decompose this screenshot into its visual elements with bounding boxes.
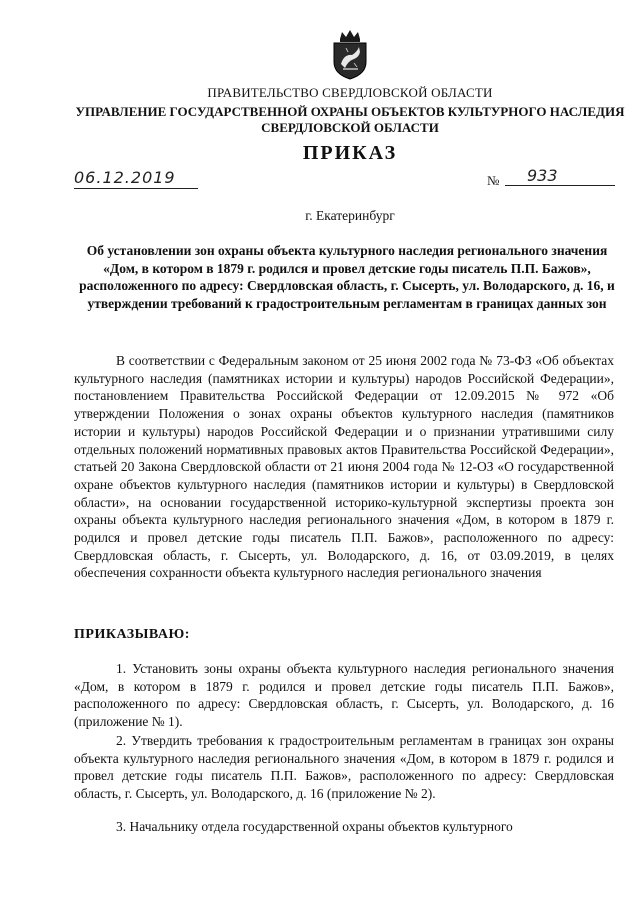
- order-item-3: 3. Начальнику отдела государственной охраны объектов культурного: [116, 819, 513, 834]
- order-item-1: 1. Установить зоны охраны объекта культурного наследия регионального значения «Дом, в котором в 1879 г. родился и провел детские годы писатель П.П. Бажов», расположенного по адресу: Свердловская область, г. Сысерть, ул. Володарского, д. 16 (приложение № 1).: [74, 661, 614, 730]
- sverdlovsk-coat-of-arms-icon: [330, 30, 370, 80]
- preamble-paragraph: В соответствии с Федеральным законом от 25 июня 2002 года № 73-ФЗ «Об объектах культурного наследия (памятниках истории и культуры) народов Российской Федерации», постановлением Правительства Российской Федерации от 12.09.2015 № 972 «Об утверждении Положения о зонах охраны объектов культурного наследия (памятников истории и культуры) народов Российской Федерации и о признании утратившими силу отдельных положений нормативных правовых актов Правительства Российской Федерации», статьей 20 Закона Свердловской области от 21 июня 2004 года № 12-ОЗ «О государственной охране объектов культурного наследия (памятников истории и культуры) в Свердловской области», на основании государственной историко-культурной экспертизы проекта зон охраны объекта культурного наследия регионального значения «Дом, в котором в 1879 г. родился и провел детские годы писатель П.П. Бажов», расположенного по адресу: Свердловская область, г. Сысерть, ул. Володарского, д. 16, от 03.09.2019, в целях обеспечения сохранности объекта культурного наследия регионального значения: [74, 353, 614, 581]
- document-type-title: ПРИКАЗ: [302, 142, 398, 164]
- document-number: 933: [505, 166, 615, 186]
- city-name: г. Екатеринбург: [305, 208, 395, 223]
- document-subject: Об установлении зон охраны объекта культурного наследия регионального значения «Дом, в котором в 1879 г. родился и провел детские годы писатель П.П. Бажов», расположенного по адресу: Свердловская область, г. Сысерть, ул. Володарского, д. 16, и утверждении требований к градостроительным регламентам в границах данных зон: [79, 243, 615, 311]
- order-heading: ПРИКАЗЫВАЮ:: [74, 627, 190, 642]
- document-date: 06.12.2019: [74, 168, 198, 189]
- order-item-2: 2. Утвердить требования к градостроительным регламентам в границах зон охраны объекта культурного наследия регионального значения «Дом, в котором в 1879 г. родился и провел детские годы писатель П.П. Бажов», расположенного по адресу: Свердловская область, г. Сысерть, ул. Володарского, д. 16 (приложение № 2).: [74, 733, 614, 802]
- government-name: ПРАВИТЕЛЬСТВО СВЕРДЛОВСКОЙ ОБЛАСТИ: [207, 85, 493, 100]
- department-name: УПРАВЛЕНИЕ ГОСУДАРСТВЕННОЙ ОХРАНЫ ОБЪЕКТОВ КУЛЬТУРНОГО НАСЛЕДИЯ СВЕРДЛОВСКОЙ ОБЛАСТИ: [75, 104, 625, 135]
- number-label: №: [487, 173, 500, 188]
